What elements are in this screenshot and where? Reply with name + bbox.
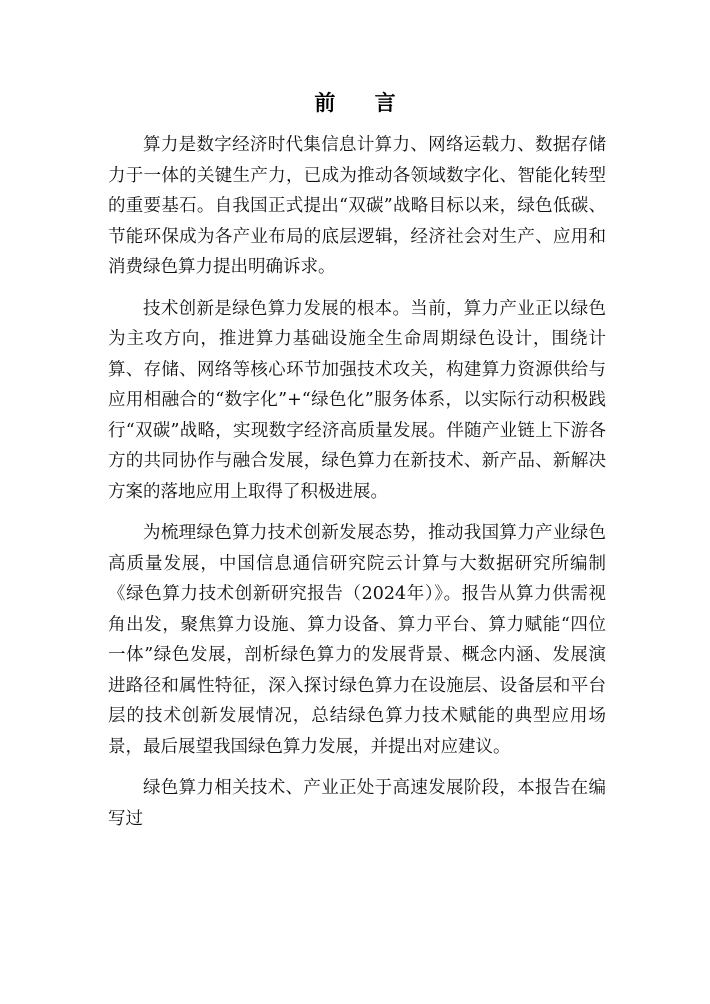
paragraph-4: 绿色算力相关技术、产业正处于高速发展阶段，本报告在编写过 <box>108 778 606 829</box>
paragraph-3: 为梳理绿色算力技术创新发展态势，推动我国算力产业绿色高质量发展，中国信息通信研究院云计算与大数据研究所编制《绿色算力技术创新研究报告（2024年）》。报告从算力供需视角出发，聚焦算力设施、算力设备、算力平台、算力赋能“四位一体”绿色发展，剖析绿色算力的发展背景、概念内涵、发展演进路径和属性特征，深入探讨绿色算力在设施层、设备层和平台层的技术创新发展情况，总结绿色算力技术赋能的典型应用场景，最后展望我国绿色算力发展，并提出对应建议。 <box>108 523 606 757</box>
paragraph-1: 算力是数字经济时代集信息计算力、网络运载力、数据存储力于一体的关键生产力，已成为推动各领域数字化、智能化转型的重要基石。自我国正式提出“双碳”战略目标以来，绿色低碳、节能环保成为各产业布局的底层逻辑，经济社会对生产、应用和消费绿色算力提出明确诉求。 <box>108 135 606 277</box>
body-text <box>108 130 606 845</box>
page-title: 前 言 <box>314 91 412 115</box>
paragraph-2: 技术创新是绿色算力发展的根本。当前，算力产业正以绿色为主攻方向，推进算力基础设施全生命周期绿色设计，围绕计算、存储、网络等核心环节加强技术攻关，构建算力资源供给与应用相融合的“数字化”+“绿色化”服务体系，以实际行动积极践行“双碳”战略，实现数字经济高质量发展。伴随产业链上下游各方的共同协作与融合发展，绿色算力在新技术、新产品、新解决方案的落地应用上取得了积极进展。 <box>108 298 606 502</box>
